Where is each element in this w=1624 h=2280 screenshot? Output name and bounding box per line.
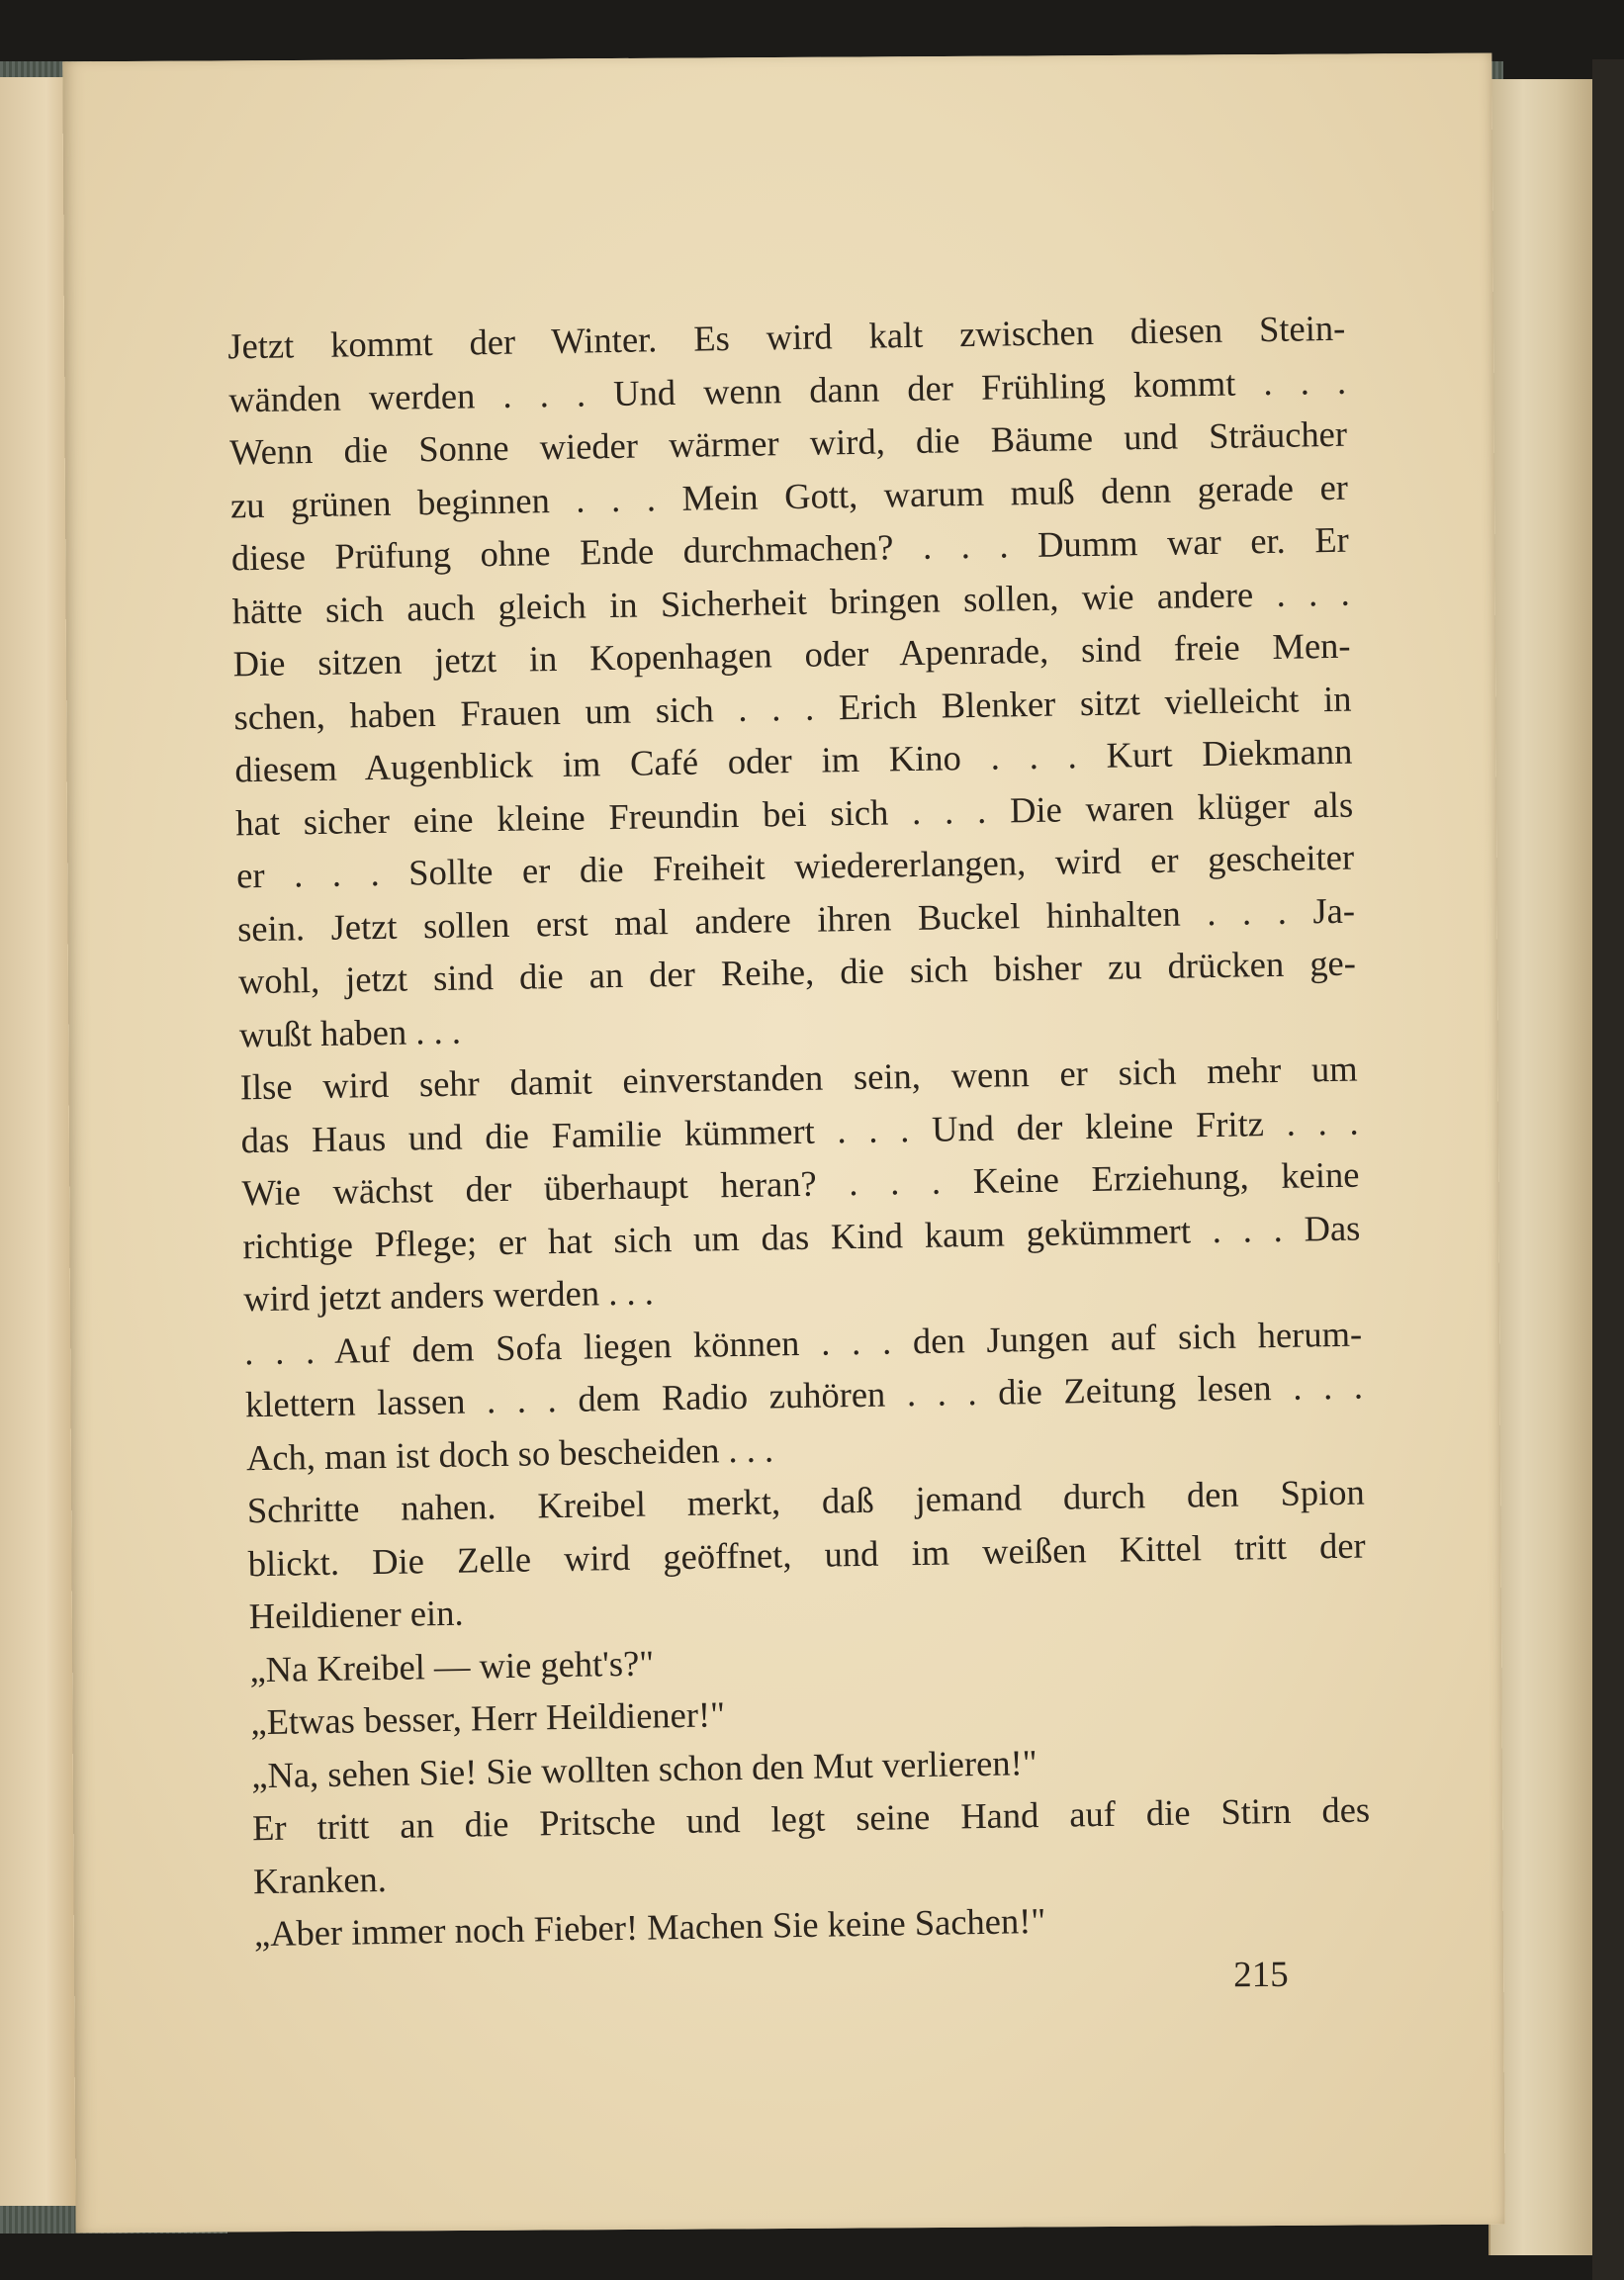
text-line: Heildiener ein. xyxy=(248,1592,464,1637)
text-line: Kranken. xyxy=(252,1858,388,1901)
text-line: wird jetzt anders werden . . . xyxy=(242,1271,655,1320)
text-line: richtige Pflege; er hat sich um das Kind kaum gekümmert . . . Das xyxy=(242,1207,1361,1266)
book-page xyxy=(62,53,1504,2234)
text-line: „Na, sehen Sie! Sie wollten schon den Mut verlieren!" xyxy=(250,1741,1038,1795)
text-line: Wie wächst der überhaupt heran? . . . Keine Erziehung, keine xyxy=(241,1153,1360,1214)
text-line: „Aber immer noch Fieber! Machen Sie keine Sachen!" xyxy=(253,1899,1046,1955)
text-line: Ach, man ist doch so bescheiden . . . xyxy=(245,1427,774,1478)
page-stack-edges xyxy=(1489,79,1599,2255)
text-line: blickt. Die Zelle wird geöffnet, und im weißen Kittel tritt der xyxy=(247,1524,1366,1584)
text-line: „Na Kreibel — wie geht's?" xyxy=(249,1641,655,1689)
text-line: wohl, jetzt sind die an der Reihe, die sich bisher zu drücken ge- xyxy=(237,942,1357,1002)
text-line: Er tritt an die Pritsche und legt seine Hand auf die Stirn des xyxy=(251,1788,1371,1849)
text-line: er . . . Sollte er die Freiheit wiedererlangen, wird er gescheiter xyxy=(235,836,1355,896)
text-line: „Etwas besser, Herr Heildiener!" xyxy=(250,1693,726,1743)
text-line: das Haus und die Familie kümmert . . . Und der kleine Fritz . . . xyxy=(240,1101,1359,1160)
text-line: hätte sich auch gleich in Sicherheit bringen sollen, wie andere . . . xyxy=(231,572,1350,631)
text-line: zu grünen beginnen . . . Mein Gott, warum muß denn gerade er xyxy=(229,466,1349,525)
text-line: diesem Augenblick im Café oder im Kino . . . Kurt Diekmann xyxy=(234,730,1353,790)
text-line: Ilse wird sehr damit einverstanden sein, wenn er sich mehr um xyxy=(239,1048,1358,1108)
text-line: . . . Auf dem Sofa liegen können . . . den Jungen auf sich herum- xyxy=(243,1313,1363,1372)
text-line: klettern lassen . . . dem Radio zuhören . . . die Zeitung lesen . . . xyxy=(244,1365,1364,1425)
page-number: 215 xyxy=(1233,1954,1289,1996)
text-line: sein. Jetzt sollen erst mal andere ihren Buckel hinhalten . . . Ja- xyxy=(236,889,1356,949)
text-line: diese Prüfung ohne Ende durchmachen? . . . Dumm war er. Er xyxy=(230,518,1350,579)
text-line: schen, haben Frauen um sich . . . Erich Blenker sitzt vielleicht in xyxy=(233,678,1352,737)
book-cover-edge xyxy=(1592,59,1624,2280)
text-line: Jetzt kommt der Winter. Es wird kalt zwischen diesen Stein- xyxy=(227,307,1346,367)
text-line: Die sitzen jetzt in Kopenhagen oder Apenrade, sind freie Men- xyxy=(232,624,1351,684)
body-text xyxy=(227,302,1372,1961)
text-line: wänden werden . . . Und wenn dann der Frühling kommt . . . xyxy=(227,360,1347,419)
text-line: Wenn die Sonne wieder wärmer wird, die Bäume und Sträucher xyxy=(228,412,1348,473)
text-line: wußt haben . . . xyxy=(238,1010,462,1054)
text-line: hat sicher eine kleine Freundin bei sich . . . Die waren klüger als xyxy=(234,783,1354,843)
text-line: Schritte nahen. Kreibel merkt, daß jemand durch den Spion xyxy=(246,1471,1366,1531)
